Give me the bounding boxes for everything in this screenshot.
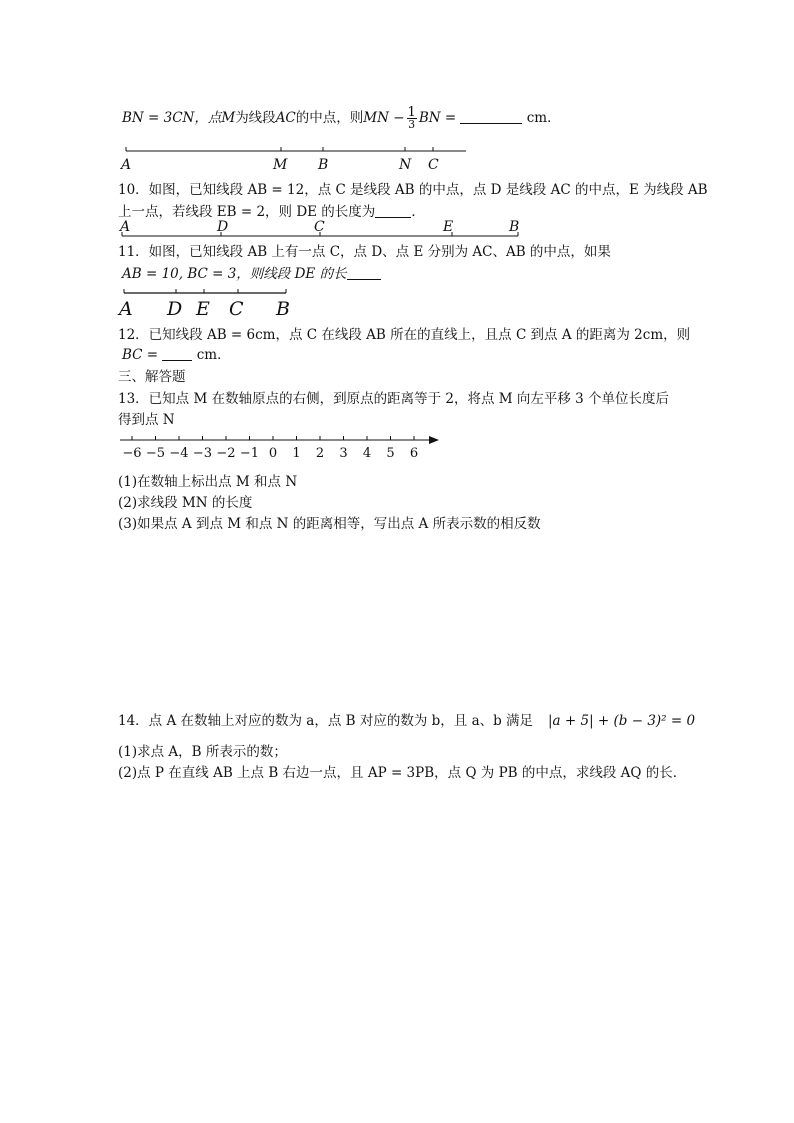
q11-label-a: A: [119, 298, 133, 320]
q9-unit: cm．: [526, 110, 561, 126]
q10-line2-text: 上一点，若线段 EB = 2，则 DE 的长度为: [118, 204, 376, 220]
q9-label-b: B: [318, 157, 329, 173]
q13-tick-label: −1: [239, 446, 260, 461]
q9-text-f: MN: [363, 110, 389, 126]
q13-tick-label: 6: [409, 446, 419, 461]
q11-segment-figure: [117, 289, 290, 320]
q13-tick-label: 3: [339, 446, 348, 461]
q13-sub3: (3)如果点 A 到点 M 和点 N 的距离相等，写出点 A 所表示数的相反数: [118, 516, 541, 532]
q12-line2-a: BC =: [122, 347, 159, 363]
q13-tick-label: −5: [145, 446, 166, 461]
q13-sub2: (2)求线段 MN 的长度: [118, 495, 253, 511]
q9-segment-figure: [119, 147, 466, 173]
q14-formula: |a + 5| + (b − 3)² = 0: [548, 713, 696, 729]
q9-frac-num: 1: [407, 105, 416, 120]
q13-tick-label: 0: [268, 446, 278, 461]
q14-line1: 14．点 A 在数轴上对应的数为 a，点 B 对应的数为 b，且 a、b 满足: [118, 713, 534, 729]
q9-label-c: C: [428, 157, 439, 173]
q13-tick-label: 1: [292, 446, 301, 461]
q9-text-b: M: [221, 110, 236, 126]
q10-segment-figure: [118, 219, 519, 236]
q13-axis-arrow: [429, 436, 439, 444]
q9-label-n: N: [399, 157, 412, 173]
q13-tick-label: −3: [192, 446, 213, 461]
q9-label-m: M: [273, 157, 288, 173]
q9-label-a: A: [121, 157, 132, 173]
q14-sub2: (2)点 P 在直线 AB 上点 B 右边一点，且 AP = 3PB，点 Q 为 PB 的中点，求线段 AQ 的长．: [118, 765, 687, 781]
q13-tick-label: 4: [362, 446, 372, 461]
q13-tick-label: −2: [216, 446, 236, 461]
q13-tick-label: 5: [386, 446, 395, 461]
q10-label-b: B: [509, 219, 520, 235]
q10-line2-end: ．: [411, 204, 425, 220]
q10-label-d: D: [217, 219, 229, 235]
q11-label-e: E: [196, 298, 210, 320]
q9-frac-den: 3: [408, 118, 416, 131]
q11-label-c: C: [229, 298, 244, 320]
q11-line2-text: AB = 10, BC = 3，则线段 DE 的长: [122, 266, 347, 282]
q10-label-e: E: [443, 219, 454, 235]
q9-text-e: 的中点，则: [295, 110, 364, 126]
q9-text-g: BN =: [418, 110, 457, 126]
section-heading: 三、解答题: [118, 369, 186, 385]
q13-number-line: [120, 436, 439, 461]
q9-text-c: 为线段: [235, 110, 276, 126]
q10-label-a: A: [120, 219, 131, 235]
q13-tick-label: −4: [169, 446, 189, 461]
q13-tick-label: 2: [315, 446, 325, 461]
q11-label-d: D: [167, 298, 183, 320]
q9-continuation: BN = 3CN，点M为线段AC的中点，则MN − $\frac{1}{3}$ BN = cm．: [122, 105, 561, 131]
q10-line1: 10．如图，已知线段 AB = 12，点 C 是线段 AB 的中点，点 D 是线段 AC 的中点，E 为线段 AB: [118, 182, 708, 198]
q9-text-a: BN = 3CN，点: [122, 110, 222, 126]
q9-text-d: AC: [275, 110, 296, 126]
q14-sub1: (1)求点 A，B 所表示的数；: [118, 744, 287, 760]
q13-sub1: (1)在数轴上标出点 M 和点 N: [118, 474, 298, 490]
q13-line2: 得到点 N: [118, 412, 175, 428]
q12-line2-b: cm．: [196, 347, 231, 363]
q10-label-c: C: [314, 219, 325, 235]
q13-line1: 13．已知点 M 在数轴原点的右侧，到原点的距离等于 2，将点 M 向左平移 3 个单位长度后: [118, 391, 670, 407]
q12-line1: 12．已知线段 AB = 6cm，点 C 在线段 AB 所在的直线上，且点 C 到点 A 的距离为 2cm，则: [118, 327, 691, 343]
q11-line1: 11．如图，已知线段 AB 上有一点 C，点 D、点 E 分别为 AC、AB 的中点，如果: [118, 244, 611, 260]
q11-label-b: B: [276, 298, 290, 320]
q13-tick-label: −6: [122, 446, 142, 461]
